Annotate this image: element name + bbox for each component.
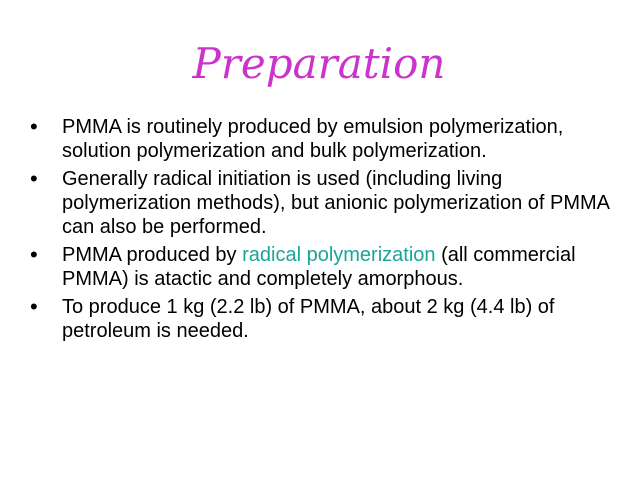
bullet-text-after-link: (all commercial PMMA) is atactic and completely amorphous. [62, 244, 576, 290]
bullet-text: PMMA is routinely produced by emulsion polymerization, solution polymerization and bulk polymerization. [62, 116, 564, 162]
bullet-text-before-link: PMMA produced by [62, 244, 243, 266]
bullet-item [30, 167, 610, 239]
bullet-item [30, 243, 610, 291]
bullet-item [30, 295, 610, 343]
bullet-text: To produce 1 kg (2.2 lb) of PMMA, about 2 kg (4.4 lb) of petroleum is needed. [62, 296, 555, 342]
bullet-list [30, 115, 610, 347]
slide-title: Preparation [192, 39, 446, 88]
radical-polymerization-link[interactable]: radical polymerization [242, 244, 436, 266]
bullet-dot-icon: • [30, 166, 38, 191]
bullet-dot-icon: • [30, 242, 38, 267]
bullet-text: Generally radical initiation is used (including living polymerization methods), but anionic polymerization of PMMA can also be performed. [62, 168, 609, 238]
bullet-item [30, 115, 610, 163]
bullet-dot-icon: • [30, 294, 38, 319]
bullet-dot-icon: • [30, 114, 38, 139]
